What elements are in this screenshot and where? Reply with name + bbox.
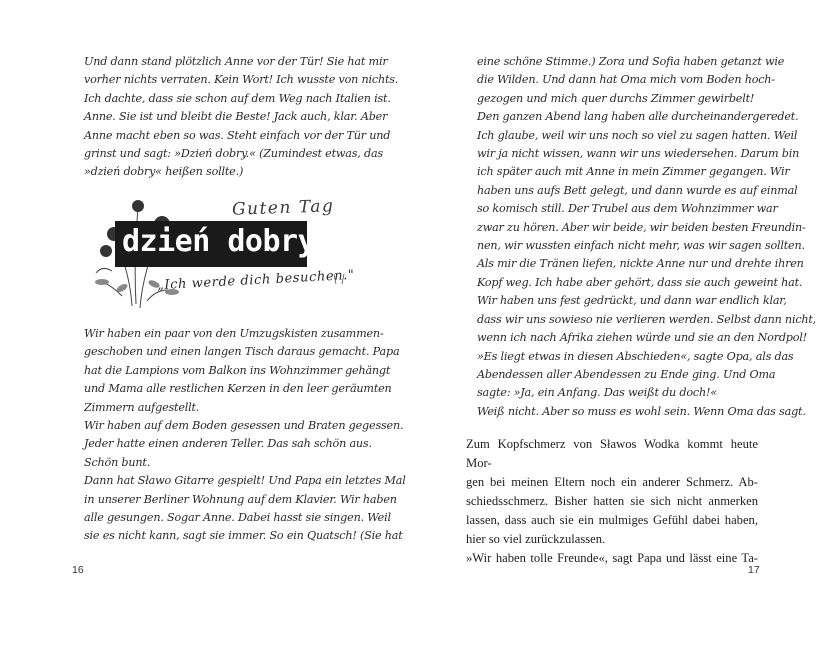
diary-line: Anne. Sie ist und bleibt die Beste! Jack auch, klar. Aber [84,110,388,124]
diary-line: wenn ich nach Afrika ziehen würde und sie an den Nordpol! [477,331,807,345]
besuchen-caption: „Ich werde dich besuchen." [156,267,355,294]
prose-line: Zum Kopfschmerz von Sławos Wodka kommt heute Mor- [466,437,758,470]
diary-line: Schön bunt. [84,455,151,469]
diary-line: Abendessen aller Abendessen zu Ende ging. Und Oma [477,367,776,381]
diary-line: Kopf weg. Ich habe aber gehört, dass sie auch geweint hat. [477,275,803,289]
prose-line: gen bei meinen Eltern noch ein anderer Schmerz. Ab- [466,475,758,489]
diary-line: und Mama alle restlichen Kerzen in den leer geräumten [84,382,392,396]
diary-line: hat die Lampions vom Balkon ins Wohnzimmer gehängt [84,363,391,377]
diary-line: Als mir die Tränen liefen, nickte Anne nur und drehte ihren [477,257,804,271]
narrative-text [466,435,758,568]
diary-line: Dann hat Sławo Gitarre gespielt! Und Papa ein letztes Mal [84,474,406,488]
diary-entry-bottom [84,325,406,546]
dzien-dobry-title: dzień dobry [122,224,316,259]
diary-line: eine schöne Stimme.) Zora und Sofia haben getanzt wie [477,55,785,68]
diary-line: Anne macht eben so was. Steht einfach vor der Tür und [84,128,391,142]
prose-line: schiedsschmerz. Bisher hatten sie sich nicht anmerken [466,494,758,508]
diary-line: so komisch still. Der Trubel aus dem Wohnzimmer war [477,202,778,216]
diary-line: vorher nichts verraten. Kein Wort! Ich wusste von nichts. [84,73,399,87]
diary-line: in unserer Berliner Wohnung auf dem Klavier. Wir haben [84,492,397,506]
diary-line: ich später auch mit Anne in mein Zimmer gegangen. Wir [477,165,790,179]
diary-line: zwar zu hören. Aber wir beide, wir beiden besten Freundin- [477,220,806,234]
diary-line: dass wir uns sowieso nie verlieren werden. Selbst dann nicht, [477,312,817,326]
diary-line: Wir haben uns fest gedrückt, und dann war endlich klar, [477,294,787,308]
diary-line: Und dann stand plötzlich Anne vor der Tür! Sie hat mir [84,55,388,68]
diary-line: Den ganzen Abend lang haben alle durcheinandergeredet. [477,110,799,124]
diary-line: wir ja nicht wissen, wann wir uns wiedersehen. Darum bin [477,147,800,161]
diary-line: grinst und sagt: »Dzień dobry.« (Zumindest etwas, das [84,147,383,161]
diary-line: Zimmern aufgestellt. [84,400,200,414]
diary-line: Jeder hatte einen anderen Teller. Das sah schön aus. [84,437,372,451]
diary-line: nen, wir wussten einfach nicht mehr, was wir sagen sollten. [477,239,805,253]
diary-entry-top [84,53,398,182]
diary-line: Ich glaube, weil wir uns noch so viel zu sagen hatten. Weil [477,128,798,142]
guten-tag-caption: Guten Tag [231,196,335,220]
prose-line: hier so viel zurückzulassen. [466,532,606,546]
diary-entry-right [477,53,816,421]
diary-line: Weiß nicht. Aber so muss es wohl sein. Wenn Oma das sagt. [477,404,806,418]
page-number-right: 17 [748,564,760,576]
diary-line: die Wilden. Und dann hat Oma mich vom Boden hoch- [477,73,775,87]
diary-line: alle gesungen. Sogar Anne. Dabei hasst sie singen. Weil [84,511,391,525]
diary-line: »dzień dobry« heißen sollte.) [84,165,244,179]
diary-line: haben uns aufs Bett gelegt, und dann wurde es auf einmal [477,183,798,197]
diary-line: gezogen und mich quer durchs Zimmer gewirbelt! [477,91,755,105]
prose-line: »Wir haben tolle Freunde«, sagt Papa und lässt eine Ta- [466,551,758,565]
diary-line: Ich dachte, dass sie schon auf dem Weg nach Italien ist. [84,91,391,105]
diary-line: Wir haben auf dem Boden gesessen und Braten gegessen. [84,419,404,433]
diary-line: »Es liegt etwas in diesen Abschieden«, sagte Opa, als das [477,349,794,363]
diary-line: Wir haben ein paar von den Umzugskisten zusammen- [84,327,384,340]
prose-line: lassen, dass auch sie ein mulmiges Gefühl dabei haben, [466,513,758,527]
diary-line: sie es nicht kann, sagt sie immer. So ein Quatsch! (Sie hat [84,529,403,543]
page-number-left: 16 [72,564,84,576]
diary-line: sagte: »Ja, ein Anfang. Das weißt du doch!« [477,386,717,400]
diary-line: geschoben und einen langen Tisch daraus gemacht. Papa [84,345,400,359]
